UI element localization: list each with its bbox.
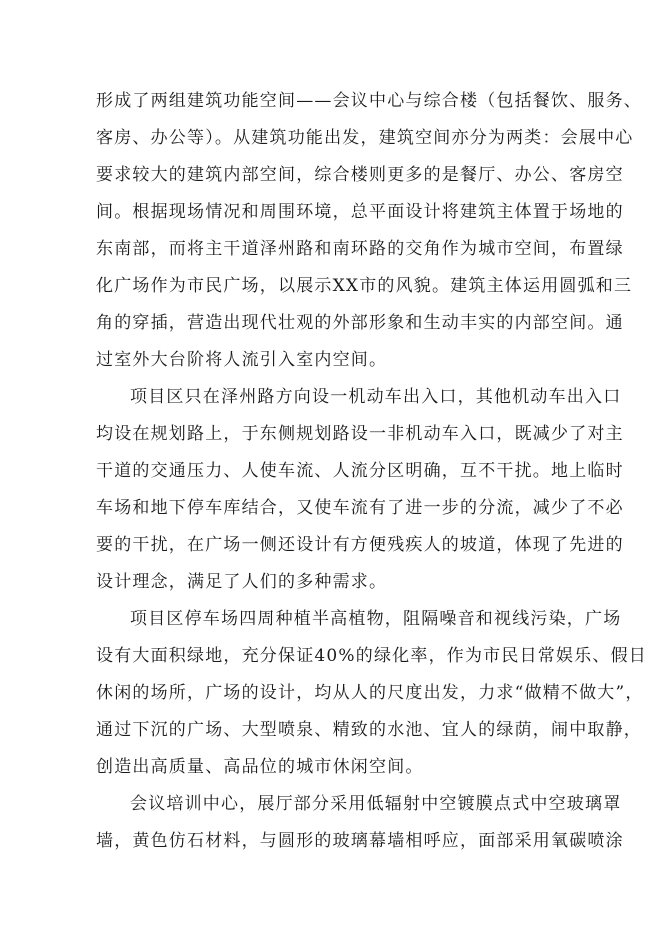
paragraph-2-line-2: 均设在规划路上，于东侧规划路设一非机动车入口，既减少了对主: [96, 424, 624, 444]
paragraph-1-line-3: 要求较大的建筑内部空间，综合楼则更多的是餐厅、办公、客房空: [96, 165, 624, 185]
paragraph-3-line-5: 创造出高质量、高品位的城市休闲空间。: [96, 757, 424, 777]
paragraph-3-line-3: 休闲的场所，广场的设计，均从人的尺度出发，力求“做精不做大”，: [96, 683, 644, 703]
paragraph-3-line-4: 通过下沉的广场、大型喷泉、精致的水池、宜人的绿荫，闹中取静，: [96, 720, 642, 740]
paragraph-2-line-4: 车场和地下停车库结合，又使车流有了进一步的分流，减少了不必: [96, 498, 624, 518]
paragraph-4-line-2: 墙，黄色仿石材料，与圆形的玻璃幕墙相呼应，面部采用氧碳喷涂: [96, 831, 624, 851]
paragraph-1-line-6: 化广场作为市民广场，以展示XX市的风貌。建筑主体运用圆弧和三: [96, 276, 633, 296]
paragraph-2-line-5: 要的干扰，在广场一侧还设计有方便残疾人的坡道，体现了先进的: [96, 535, 624, 555]
paragraph-1-line-4: 间。根据现场情况和周围环境，总平面设计将建筑主体置于场地的: [96, 202, 624, 222]
paragraph-3-line-1: 项目区停车场四周种植半高植物，阻隔噪音和视线污染，广场: [130, 609, 622, 629]
paragraph-1-line-8: 过室外大台阶将人流引入室内空间。: [96, 350, 388, 370]
paragraph-4-line-1: 会议培训中心，展厅部分采用低辐射中空镀膜点式中空玻璃罩: [130, 794, 622, 814]
paragraph-3-line-2: 设有大面积绿地，充分保证40%的绿化率，作为市民日常娱乐、假日: [96, 646, 647, 666]
paragraph-2-line-1: 项目区只在泽州路方向设一机动车出入口，其他机动车出入口: [130, 387, 622, 407]
paragraph-2-line-3: 干道的交通压力、人使车流、人流分区明确，互不干扰。地上临时: [96, 461, 624, 481]
paragraph-1-line-7: 角的穿插，营造出现代壮观的外部形象和生动丰实的内部空间。通: [96, 313, 624, 333]
paragraph-1-line-5: 东南部，而将主干道泽州路和南环路的交角作为城市空间，布置绿: [96, 239, 624, 259]
paragraph-1-line-2: 客房、办公等）。从建筑功能出发，建筑空间亦分为两类：会展中心: [96, 128, 634, 148]
paragraph-1-line-1: 形成了两组建筑功能空间——会议中心与综合楼（包括餐饮、服务、: [96, 91, 642, 111]
paragraph-2-line-6: 设计理念，满足了人们的多种需求。: [96, 572, 388, 592]
